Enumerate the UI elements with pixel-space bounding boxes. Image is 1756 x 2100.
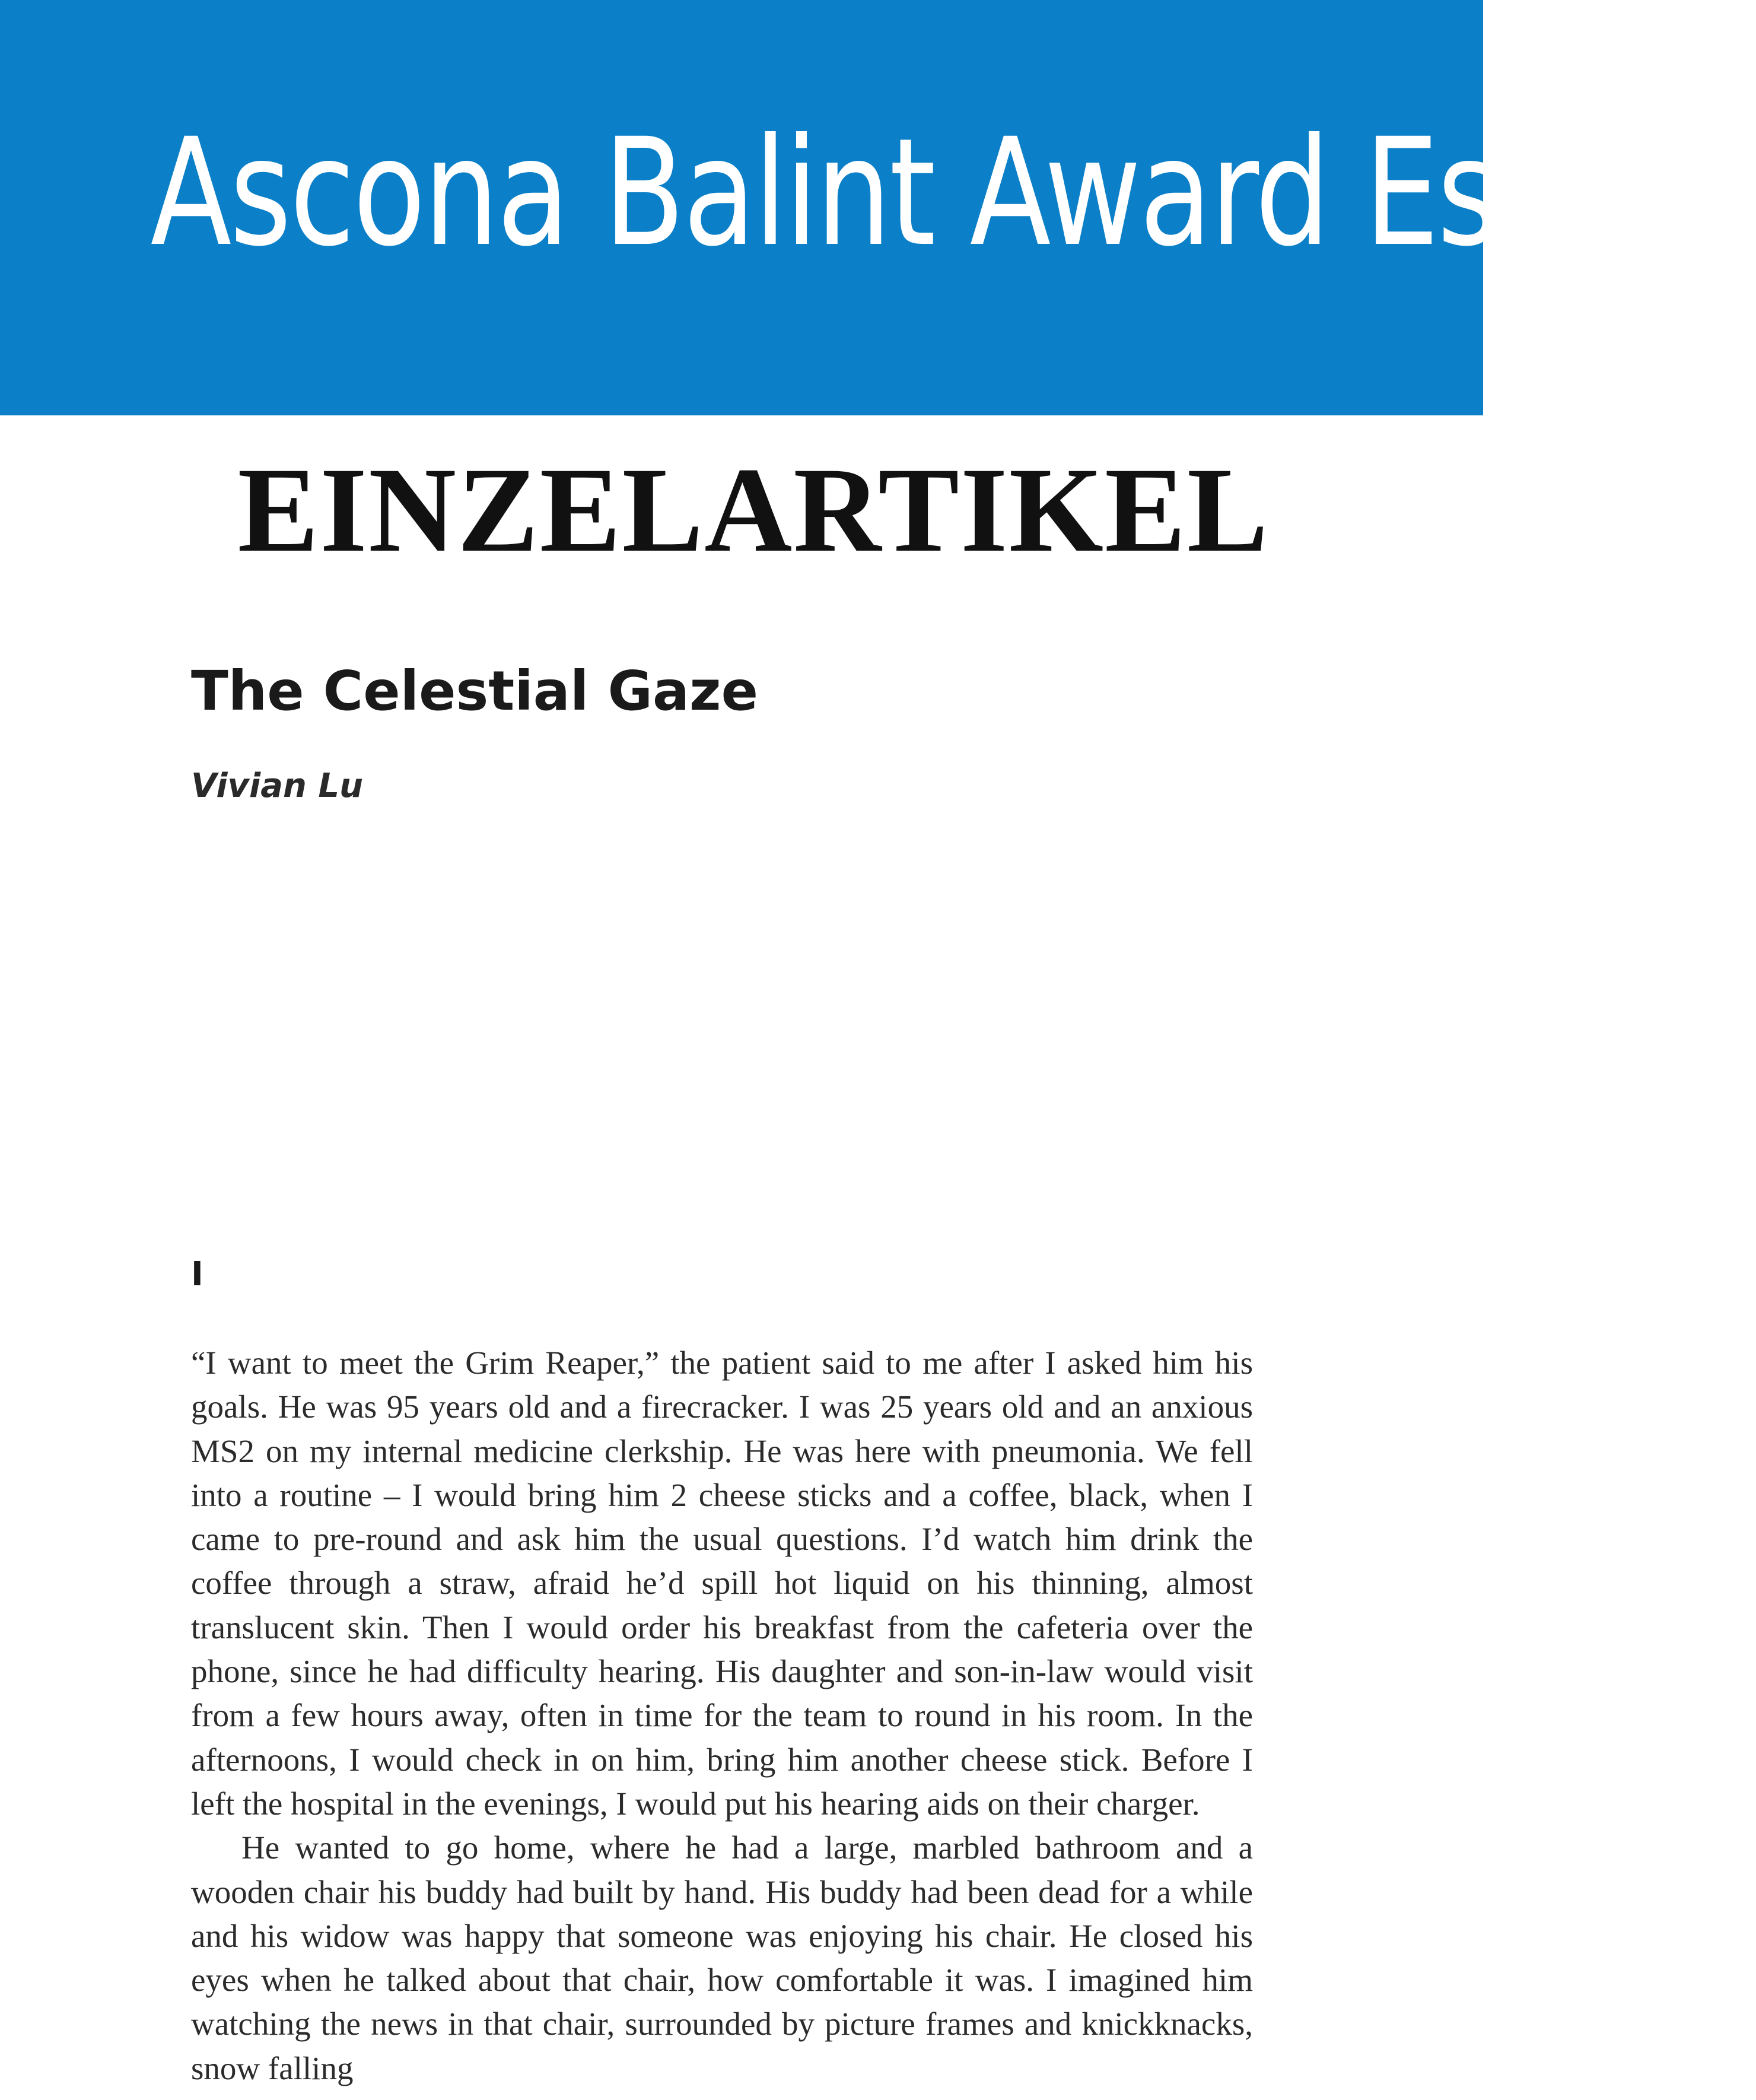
series-banner: [0, 0, 1756, 415]
body-paragraph: “I want to meet the Grim Reaper,” the patient said to me after I asked him his goals. He was 95 years old and a firecracker. I was 25 years old and an anxious MS2 on my internal medicine clerkship. He was here with pneumonia. We fell into a routine – I would bring him 2 cheese sticks and a coffee, black, when I came to pre-round and ask him the usual questions. I’d watch him drink the coffee through a straw, afraid he’d spill hot liquid on his thinning, almost translucent skin. Then I would order his breakfast from the cafeteria over the phone, since he had difficulty hearing. His daughter and son-in-law would visit from a few hours away, often in time for the team to round in his room. In the afternoons, I would check in on him, bring him another cheese stick. Before I left the hospital in the evenings, I would put his hearing aids on their charger.: [191, 1345, 1253, 1822]
body-paragraph: He wanted to go home, where he had a large, marbled bathroom and a wooden chair his buddy had built by hand. His buddy had been dead for a while and his widow was happy that someone was enjoying his chair. He closed his eyes when he talked about that chair, how comfortable it was. I imagined him watching the news in that chair, surrounded by picture frames and knickknacks, snow falling: [191, 1829, 1253, 2086]
einzelartikel-stamp: EINZELARTIKEL: [237, 443, 1270, 577]
section-number: I: [191, 1255, 203, 1294]
article-body: [191, 1341, 1253, 2091]
article-title: The Celestial Gaze: [191, 659, 758, 723]
series-title: Ascona Balint Award Essays: [150, 106, 1756, 279]
article-author: Vivian Lu: [191, 767, 363, 805]
